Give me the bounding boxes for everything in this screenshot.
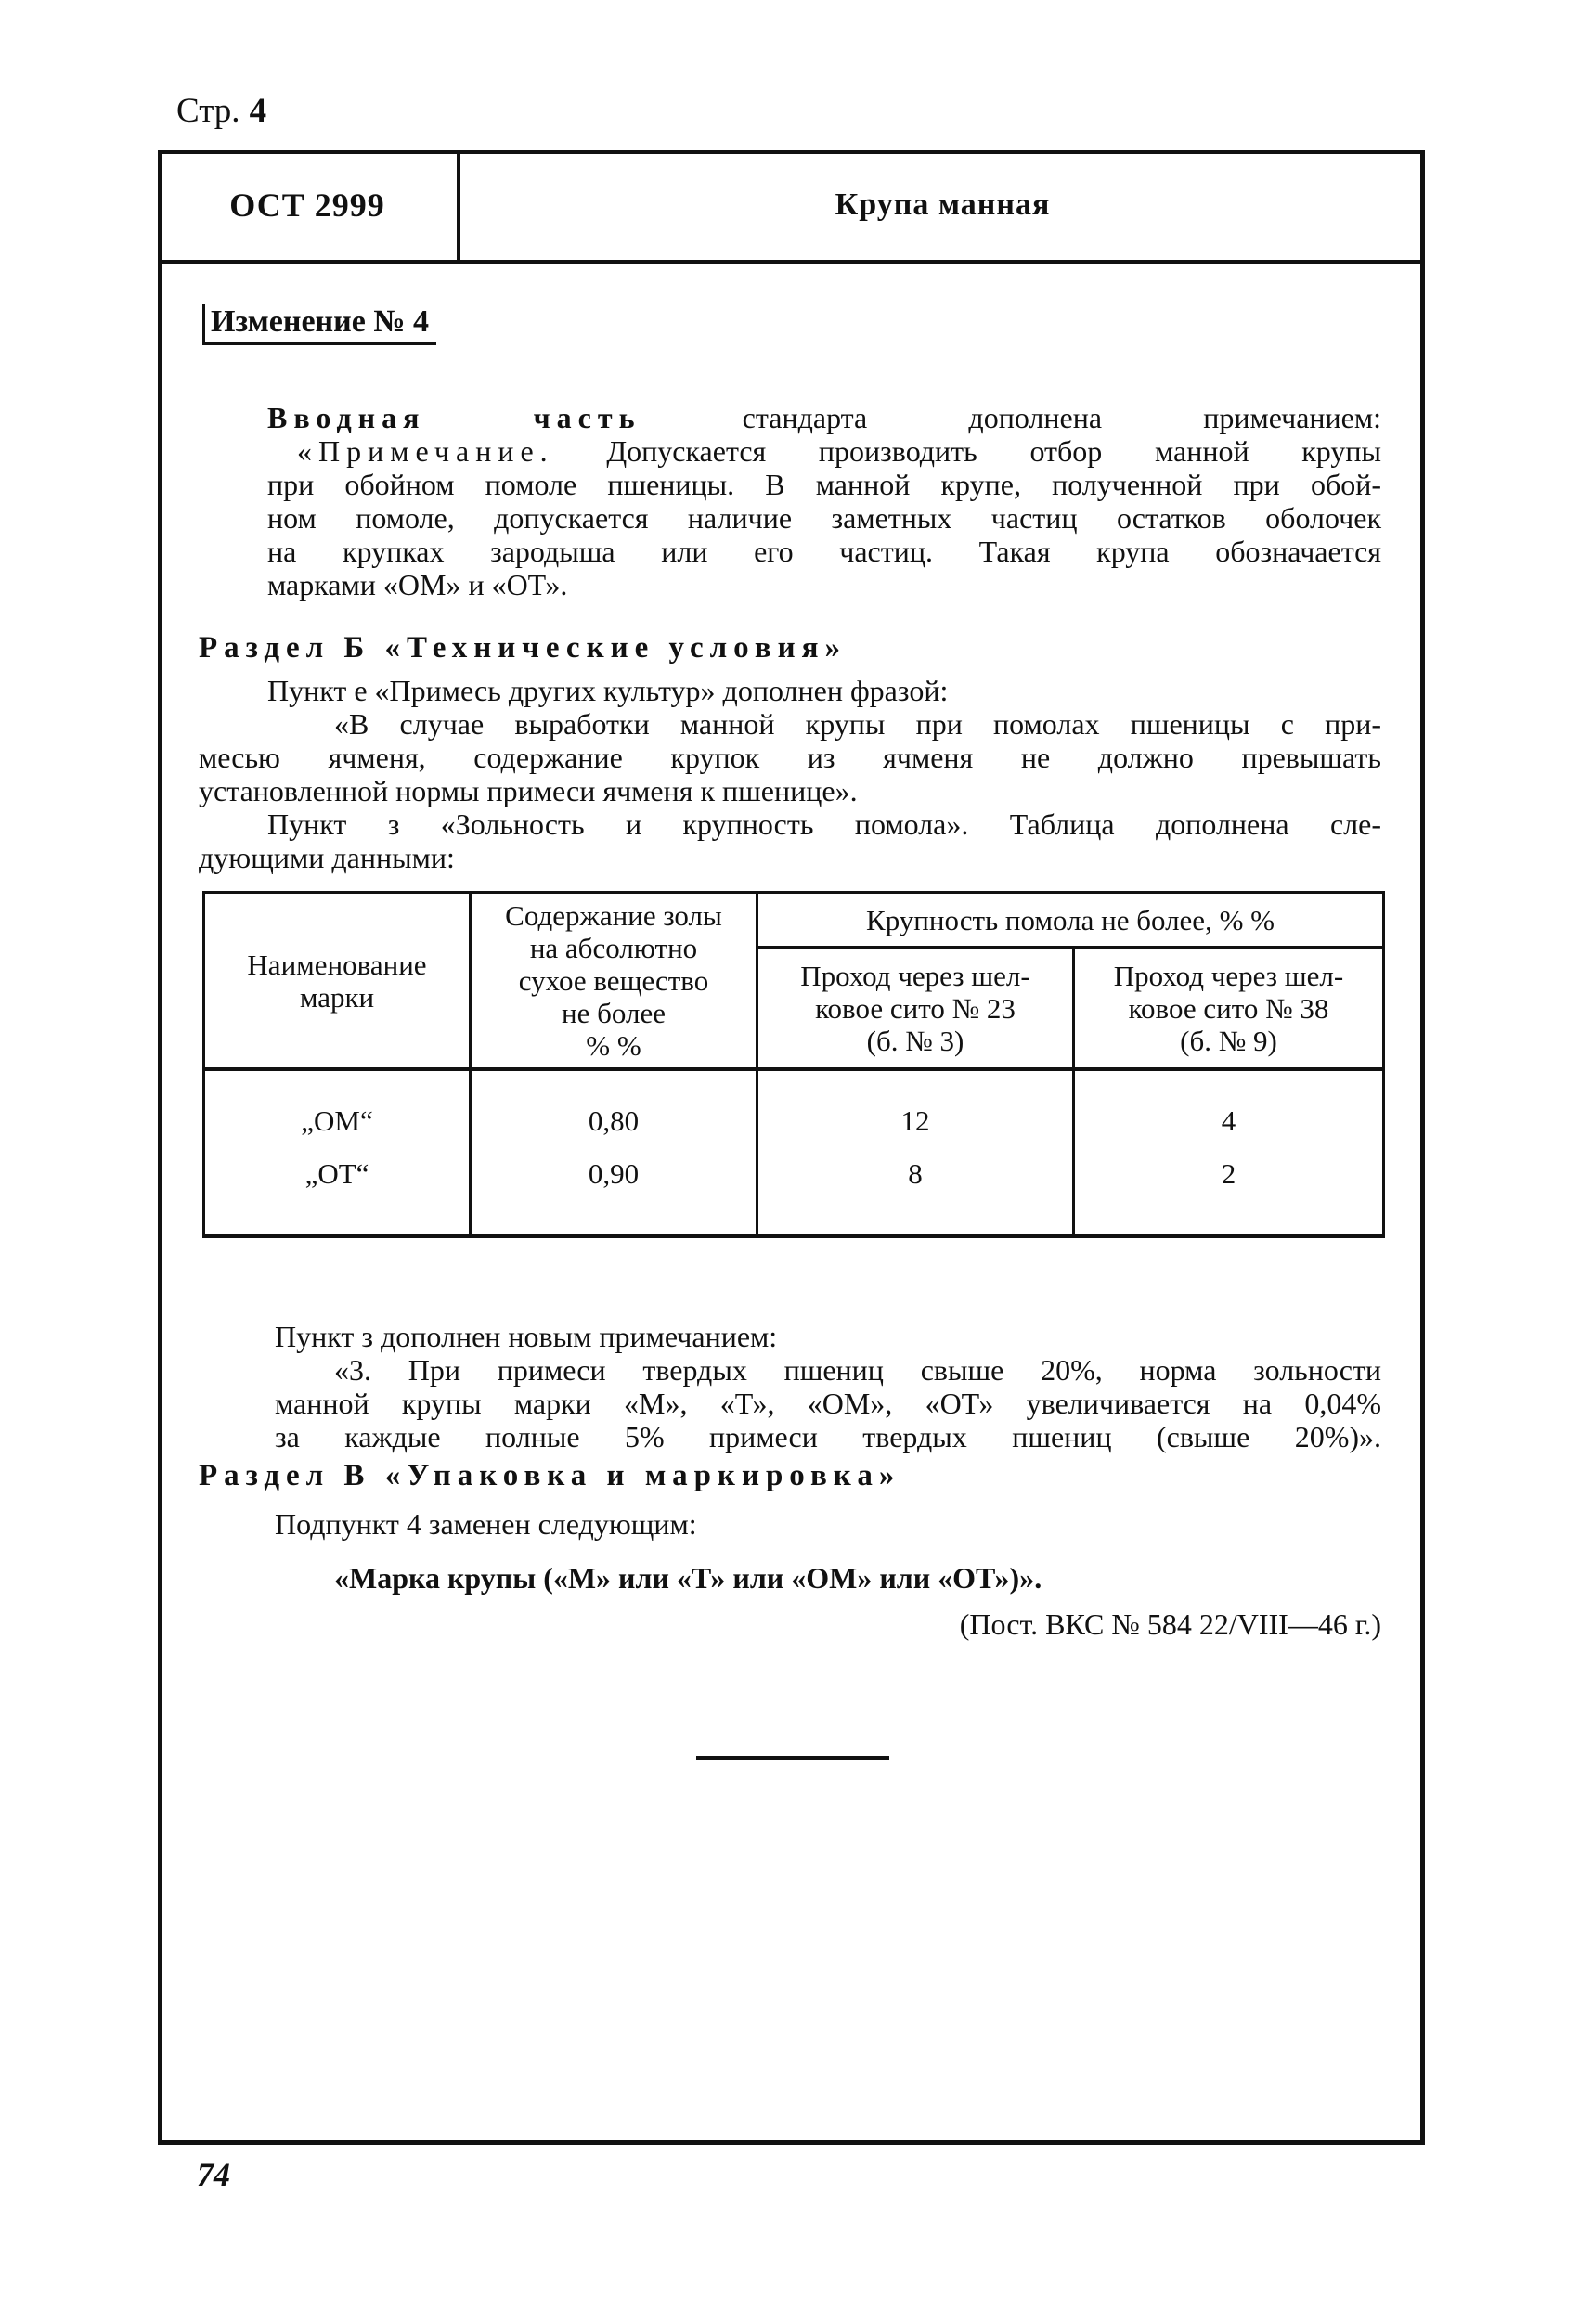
quote-line-2: месью ячменя, содержание крупок из ячменя не должно превышать: [199, 741, 1381, 774]
subpoint-4: Подпункт 4 заменен следующим:: [275, 1507, 697, 1541]
col-ash-line: не более: [562, 997, 666, 1029]
col-ash-line: Содержание золы: [505, 899, 722, 932]
source-ref: (Пост. ВКС № 584 22/VIII—46 г.): [959, 1607, 1381, 1641]
col-ash-line: % %: [586, 1029, 641, 1062]
cell-ash: 0,90: [471, 1143, 757, 1236]
note3-line-1: «3. При примеси твердых пшениц свыше 20%, норма зольности: [334, 1353, 1381, 1387]
col-23-line: ковое сито № 23: [815, 991, 1016, 1025]
point-z-note: Пункт з дополнен новым примечанием:: [275, 1320, 778, 1353]
intro-line-3: при обойном помоле пшеницы. В манной крупе, полученной при обой-: [267, 468, 1381, 501]
quote-line-1: «В случае выработки манной крупы при помолах пшеницы с при-: [334, 707, 1381, 741]
cell-s23: 12: [757, 1069, 1074, 1143]
table-row: [204, 1069, 1384, 1143]
page-number: 4: [249, 92, 267, 130]
cell-ash: 0,80: [471, 1069, 757, 1143]
point-e: Пункт е «Примесь других культур» дополнен фразой:: [267, 674, 949, 707]
col-23-line: Проход через шел-: [800, 959, 1030, 992]
cell-s38: 4: [1074, 1069, 1384, 1143]
intro-lead-rest: стандарта дополнена примечанием:: [641, 401, 1382, 434]
note-label: «Примечание.: [297, 434, 554, 468]
standard-code: ОСТ 2999: [158, 150, 460, 260]
col-38-line: Проход через шел-: [1113, 959, 1344, 992]
cell-mark: „ОМ“: [204, 1069, 471, 1143]
quote-line-3: установленной нормы примеси ячменя к пшенице».: [199, 774, 858, 807]
section-b-heading: Раздел Б «Технические условия»: [199, 631, 848, 665]
col-23-line: (б. № 3): [866, 1024, 964, 1057]
col-name-line: Наименование: [247, 948, 427, 981]
point-z-line-1: Пункт з «Зольность и крупность помола». Таблица дополнена сле-: [267, 807, 1381, 841]
intro-line-5: на крупках зародыша или его частиц. Такая крупа обозначается: [267, 535, 1381, 568]
col-sieve-23-header: [757, 948, 1074, 1070]
col-name-line: марки: [299, 980, 375, 1014]
cell-s23: 8: [757, 1143, 1074, 1236]
cell-mark: „ОТ“: [204, 1143, 471, 1236]
change-label: Изменение № 4: [202, 304, 436, 345]
col-ash-line: сухое вещество: [518, 964, 709, 997]
note3-line-3: за каждые полные 5% примеси твердых пшениц (свыше 20%)».: [275, 1420, 1381, 1453]
document-title: Крупа манная: [835, 187, 1051, 222]
cell-s38: 2: [1074, 1143, 1384, 1236]
grade-table: [202, 891, 1385, 1238]
section-v-heading: Раздел В «Упаковка и маркировка»: [199, 1459, 901, 1492]
note3-line-2: манной крупы марки «М», «Т», «ОМ», «ОТ» увеличивается на 0,04%: [275, 1387, 1381, 1420]
col-ash-header: [471, 893, 757, 1070]
document-header: [158, 150, 1425, 264]
page-label-text: Стр.: [176, 92, 240, 130]
page-label: [176, 91, 266, 131]
mark-quote: «Марка крупы («М» или «Т» или «ОМ» или «ОТ»)».: [334, 1561, 1042, 1595]
col-38-line: ковое сито № 38: [1128, 991, 1329, 1025]
col-name-header: [204, 893, 471, 1070]
closing-rule: [696, 1756, 889, 1760]
intro-text: Допускается производить отбор манной крупы: [553, 434, 1381, 468]
col-ash-line: на абсолютно: [529, 932, 698, 964]
footer-page-number: 74: [197, 2156, 230, 2193]
intro-lead: Вводная часть: [267, 401, 641, 434]
col-sieve-38-header: [1074, 948, 1384, 1070]
col-grind-header: Крупность помола не более, % %: [757, 893, 1384, 948]
col-38-line: (б. № 9): [1180, 1024, 1277, 1057]
intro-line-1: [267, 401, 1381, 434]
intro-line-6: марками «ОМ» и «ОТ».: [267, 568, 568, 601]
table-row: [204, 1143, 1384, 1236]
intro-line-4: ном помоле, допускается наличие заметных частиц остатков оболочек: [267, 501, 1381, 535]
intro-line-2: [297, 434, 1381, 468]
point-z-line-2: дующими данными:: [199, 841, 455, 874]
